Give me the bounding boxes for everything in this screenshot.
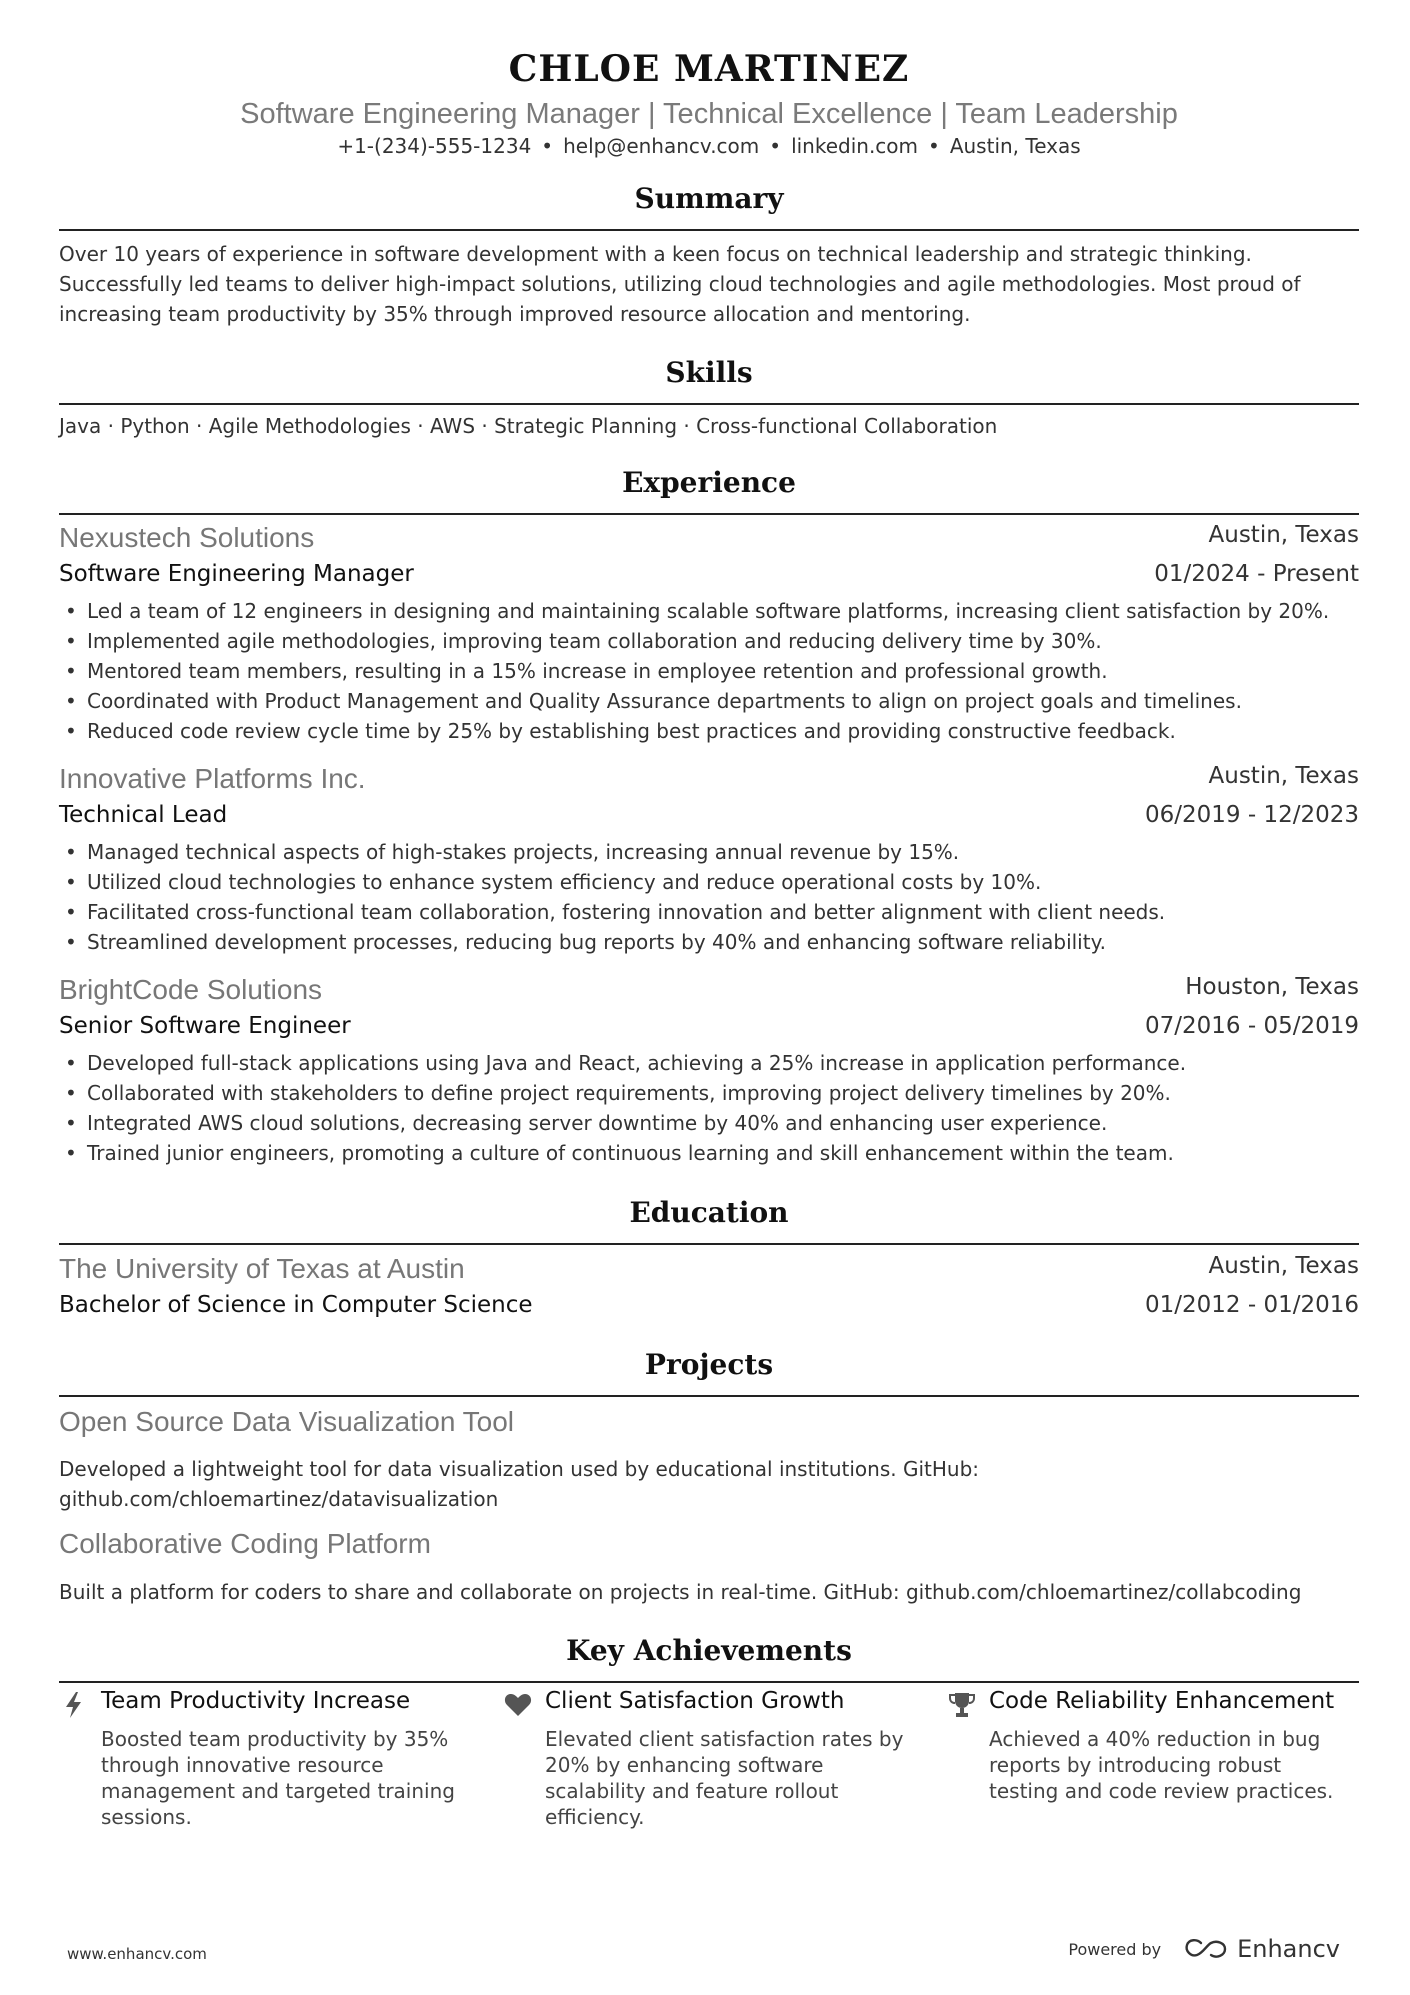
project-description: Developed a lightweight tool for data visualization used by educational institutions. GitHub: github.com/chloemartinez/datavisualization [59,1457,979,1511]
list-item: • Streamlined development processes, reducing bug reports by 40% and enhancing software reliability. [59,927,1359,957]
job-bullets [59,837,1359,957]
candidate-tagline: Software Engineering Manager | Technical Excellence | Team Leadership [240,98,1178,130]
heart-icon [503,1690,533,1720]
job-title: Software Engineering Manager [59,561,414,587]
list-item: • Utilized cloud technologies to enhance system efficiency and reduce operational costs by 10%. [59,867,1359,897]
degree: Bachelor of Science in Computer Science [59,1292,533,1318]
list-item: • Integrated AWS cloud solutions, decreasing server downtime by 40% and enhancing user experience. [59,1108,1359,1138]
job-dates: 01/2024 - Present [1154,561,1359,587]
education-heading: Education [629,1196,789,1229]
trophy-icon [947,1690,977,1720]
education-dates: 01/2012 - 01/2016 [1144,1292,1359,1318]
candidate-name: CHLOE MARTINEZ [508,48,910,90]
job-location: Austin, Texas [1208,522,1359,548]
lightning-bolt-icon [59,1690,89,1720]
achievement-description: Boosted team productivity by 35% through innovative resource management and targeted training sessions. [101,1727,455,1829]
section-divider [59,403,1359,405]
separator-dot: • [541,134,554,158]
achievement-title: Client Satisfaction Growth [545,1688,845,1714]
phone: +1-(234)-555-1234 [337,134,532,158]
job-location: Austin, Texas [1208,763,1359,789]
list-item: • Developed full-stack applications using Java and React, achieving a 25% increase in application performance. [59,1048,1359,1078]
achievement-title: Code Reliability Enhancement [989,1688,1335,1714]
skills-list: Java · Python · Agile Methodologies · AWS · Strategic Planning · Cross-functional Collaboration [59,414,998,438]
skills-heading: Skills [665,356,753,389]
project-name: Open Source Data Visualization Tool [59,1406,515,1437]
achievement-title: Team Productivity Increase [101,1688,411,1714]
list-item: • Led a team of 12 engineers in designing and maintaining scalable software platforms, increasing client satisfaction by 20%. [59,596,1359,626]
company-name: Nexustech Solutions [59,522,315,553]
job-dates: 06/2019 - 12/2023 [1144,802,1359,828]
email[interactable]: help@enhancv.com [563,134,760,158]
project-description: Built a platform for coders to share and collaborate on projects in real-time. GitHub: github.com/chloemartinez/collabcoding [59,1580,1302,1604]
achievement-description: Elevated client satisfaction rates by 20% by enhancing software scalability and feature rollout efficiency. [545,1727,904,1829]
projects-heading: Projects [644,1348,774,1381]
footer-branding [1068,1935,1340,1963]
linkedin-link[interactable]: linkedin.com [791,134,919,158]
job-location: Houston, Texas [1185,974,1359,1000]
resume-page [59,0,1359,1995]
brand-logo[interactable] [1183,1935,1340,1963]
section-divider [59,229,1359,231]
school-location: Austin, Texas [1208,1253,1359,1279]
experience-heading: Experience [622,466,796,499]
list-item: • Mentored team members, resulting in a 15% increase in employee retention and professional growth. [59,656,1359,686]
section-divider [59,1395,1359,1397]
job-title: Senior Software Engineer [59,1013,351,1039]
summary-heading: Summary [634,182,784,215]
brand-name: Enhancv [1237,1935,1340,1963]
separator-dot: • [769,134,782,158]
contact-line [59,134,1359,158]
project-name: Collaborative Coding Platform [59,1528,431,1559]
section-divider [59,513,1359,515]
list-item: • Collaborated with stakeholders to define project requirements, improving project delivery timelines by 20%. [59,1078,1359,1108]
job-bullets [59,596,1359,746]
achievement-description: Achieved a 40% reduction in bug reports by introducing robust testing and code review practices. [989,1727,1334,1803]
list-item: • Reduced code review cycle time by 25% by establishing best practices and providing constructive feedback. [59,716,1359,746]
footer-website[interactable]: www.enhancv.com [67,1945,207,1963]
list-item: • Managed technical aspects of high-stakes projects, increasing annual revenue by 15%. [59,837,1359,867]
list-item: • Coordinated with Product Management and Quality Assurance departments to align on project goals and timelines. [59,686,1359,716]
location: Austin, Texas [949,134,1081,158]
section-divider [59,1681,1359,1683]
school-name: The University of Texas at Austin [59,1253,465,1284]
company-name: Innovative Platforms Inc. [59,763,366,794]
powered-by-label: Powered by [1068,1939,1162,1959]
list-item: • Trained junior engineers, promoting a culture of continuous learning and skill enhancement within the team. [59,1138,1359,1168]
job-bullets [59,1048,1359,1168]
company-name: BrightCode Solutions [59,974,323,1005]
section-divider [59,1243,1359,1245]
list-item: • Facilitated cross-functional team collaboration, fostering innovation and better alignment with client needs. [59,897,1359,927]
summary-text: Over 10 years of experience in software development with a keen focus on technical leadership and strategic thinking. Successfully led teams to deliver high-impact solutions, utilizing cloud technologies and agile methodologies. Most proud of increasing team productivity by 35% through improved resource allocation and mentoring. [59,242,1301,326]
list-item: • Implemented agile methodologies, improving team collaboration and reducing delivery time by 30%. [59,626,1359,656]
enhancv-logo-icon [1183,1937,1229,1961]
separator-dot: • [928,134,940,158]
achievements-heading: Key Achievements [566,1634,852,1667]
job-title: Technical Lead [59,802,228,828]
job-dates: 07/2016 - 05/2019 [1144,1013,1359,1039]
